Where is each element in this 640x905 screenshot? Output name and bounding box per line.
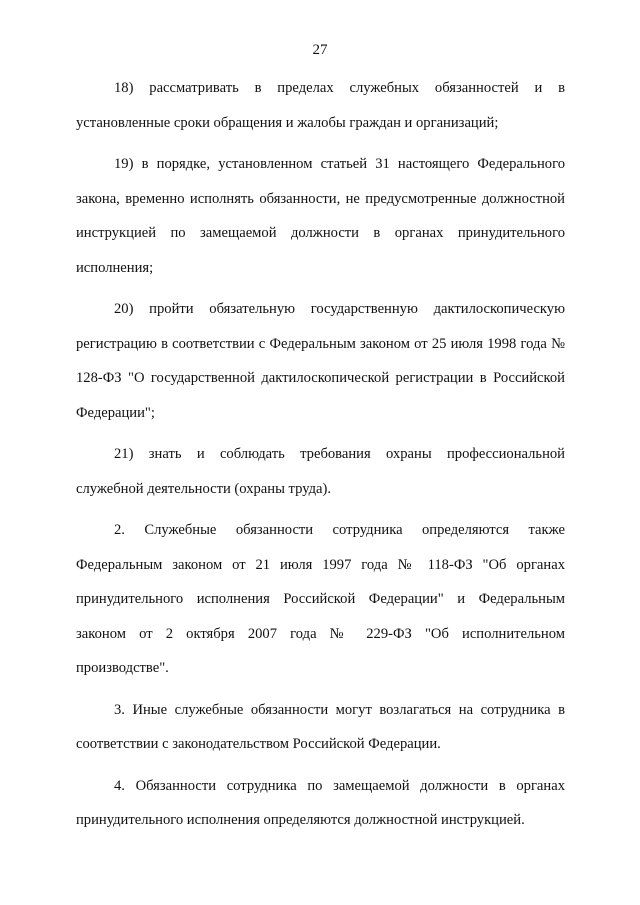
page-number: 27: [312, 42, 328, 58]
paragraph-item-21: 21) знать и соблюдать требования охраны профессиональной служебной деятельности (охраны труда).: [76, 446, 565, 497]
paragraph-item-20: 20) пройти обязательную государственную дактилоскопическую регистрацию в соответствии с Федеральным законом от 25 июля 1998 года № 128-ФЗ "О государственной дактилоскопической регистрации в Российской Федерации";: [76, 301, 565, 421]
paragraph-section-3: 3. Иные служебные обязанности могут возлагаться на сотрудника в соответствии с законодательством Российской Федерации.: [76, 701, 565, 752]
paragraph-item-19: 19) в порядке, установленном статьей 31 настоящего Федерального закона, временно исполнять обязанности, не предусмотренные должностной инструкцией по замещаемой должности в органах принудительного исполнения;: [76, 156, 565, 276]
document-body: [76, 71, 565, 845]
paragraph-item-18: 18) рассматривать в пределах служебных обязанностей и в установленные сроки обращения и жалобы граждан и организаций;: [76, 80, 565, 131]
paragraph-section-4: 4. Обязанности сотрудника по замещаемой должности в органах принудительного исполнения определяются должностной инструкцией.: [76, 777, 565, 828]
paragraph-section-2: 2. Служебные обязанности сотрудника определяются также Федеральным законом от 21 июля 1997 года № 118-ФЗ "Об органах принудительного исполнения Российской Федерации" и Федеральным законом от 2 октября 2007 года № 229-ФЗ "Об исполнительном производстве".: [76, 522, 565, 676]
